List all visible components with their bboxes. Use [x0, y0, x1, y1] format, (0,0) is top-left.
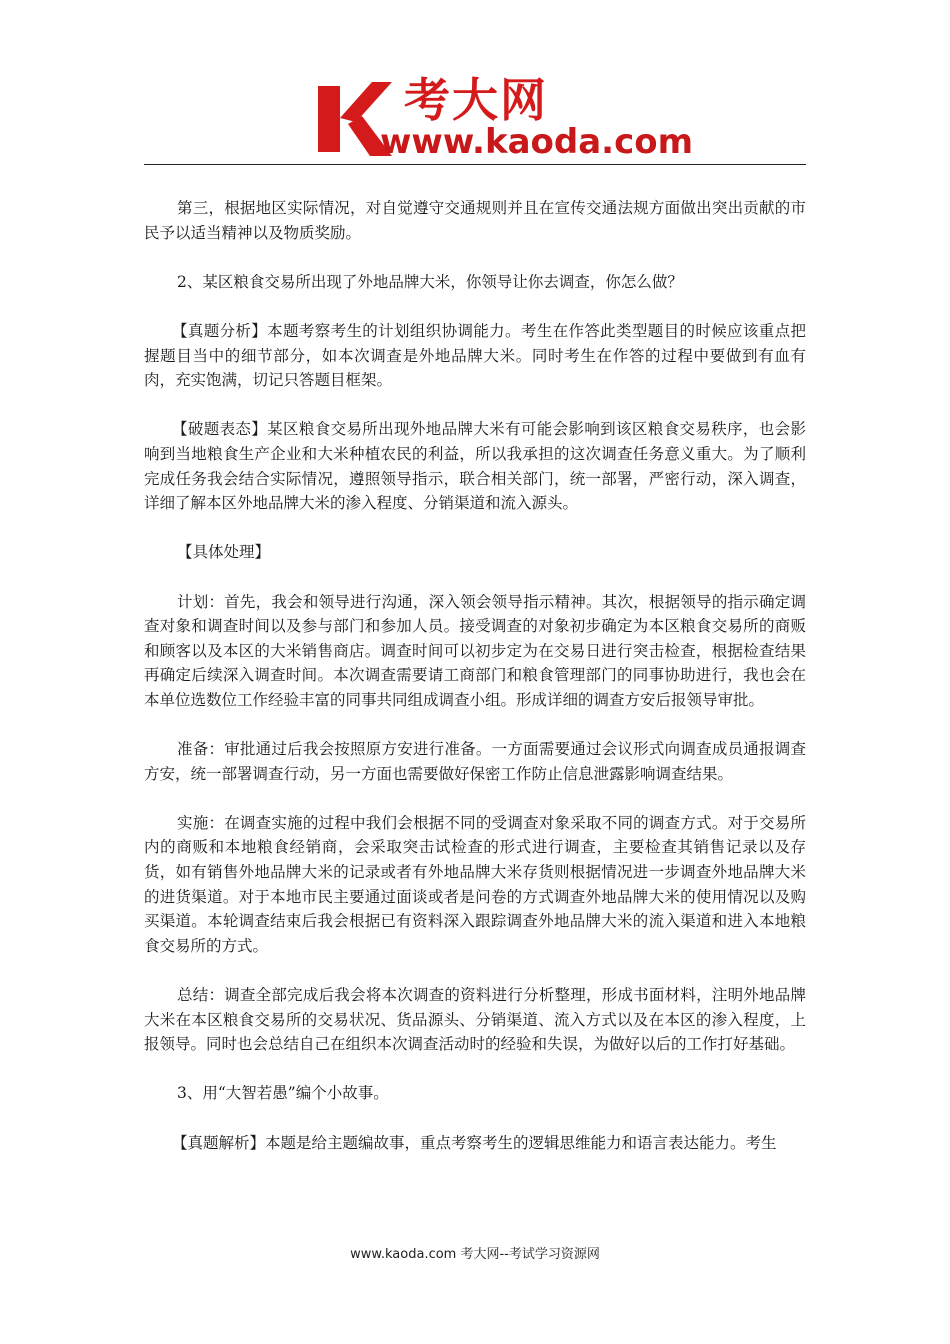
paragraph: 总结：调查全部完成后我会将本次调查的资料进行分析整理，形成书面材料，注明外地品牌大米在本区粮食交易所的交易状况、货品源头、分销渠道、流入方式以及在本区的渗入程度，上报领导。同时也会总结自己在组织本次调查活动时的经验和失误，为做好以后的工作打好基础。 — [144, 986, 806, 1054]
paragraph: 第三，根据地区实际情况，对自觉遵守交通规则并且在宣传交通法规方面做出突出贡献的市民予以适当精神以及物质奖励。 — [144, 199, 806, 242]
header-divider — [144, 164, 806, 165]
paragraph: 【真题解析】本题是给主题编故事，重点考察考生的逻辑思维能力和语言表达能力。考生 — [172, 1133, 777, 1152]
section-heading: 【具体处理】 — [177, 543, 271, 562]
document-body — [144, 196, 806, 1180]
logo-url: www.kaoda.com — [380, 122, 694, 162]
paragraph: 准备：审批通过后我会按照原方安进行准备。一方面需要通过会议形式向调查成员通报调查方安，统一部署调查行动，另一方面也需要做好保密工作防止信息泄露影响调查结果。 — [144, 740, 806, 783]
paragraph: 【破题表态】某区粮食交易所出现外地品牌大米有可能会影响到该区粮食交易秩序，也会影响到当地粮食生产企业和大米种植农民的利益，所以我承担的这次调查任务意义重大。为了顺利完成任务我会结合实际情况，遵照领导指示，联合相关部门，统一部署，严密行动，深入调查，详细了解本区外地品牌大米的渗入程度、分销渠道和流入源头。 — [144, 420, 806, 513]
question-heading: 3、用“大智若愚”编个小故事。 — [177, 1084, 389, 1103]
question-heading: 2、某区粮食交易所出现了外地品牌大米，你领导让你去调查，你怎么做？ — [177, 272, 683, 291]
kaoda-logo[interactable] — [314, 72, 694, 162]
page-footer: www.kaoda.com 考大网--考试学习资源网 — [350, 1247, 600, 1262]
paragraph: 计划：首先，我会和领导进行沟通，深入领会领导指示精神。其次，根据领导的指示确定调查对象和调查时间以及参与部门和参加人员。接受调查的对象初步确定为本区粮食交易所的商贩和顾客以及本区的大米销售商店。调查时间可以初步定为在交易日进行突击检查，根据检查结果再确定后续深入调查时间。本次调查需要请工商部门和粮食管理部门的同事协助进行，我也会在本单位选数位工作经验丰富的同事共同组成调查小组。形成详细的调查方安后报领导审批。 — [144, 592, 806, 709]
paragraph: 实施：在调查实施的过程中我们会根据不同的受调查对象采取不同的调查方式。对于交易所内的商贩和本地粮食经销商，会采取突击试检查的形式进行调查，主要检查其销售记录以及存货，如有销售外地品牌大米的记录或者有外地品牌大米存货则根据情况进一步调查外地品牌大米的进货渠道。对于本地市民主要通过面谈或者是问卷的方式调查外地品牌大米的使用情况以及购买渠道。本轮调查结束后我会根据已有资料深入跟踪调查外地品牌大米的流入渠道和进入本地粮食交易所的方式。 — [144, 813, 806, 955]
paragraph: 【真题分析】本题考察考生的计划组织协调能力。考生在作答此类型题目的时候应该重点把握题目当中的细节部分，如本次调查是外地品牌大米。同时考生在作答的过程中要做到有血有肉，充实饱满，切记只答题目框架。 — [144, 321, 806, 390]
logo-chinese-name: 考大网 — [404, 73, 548, 127]
